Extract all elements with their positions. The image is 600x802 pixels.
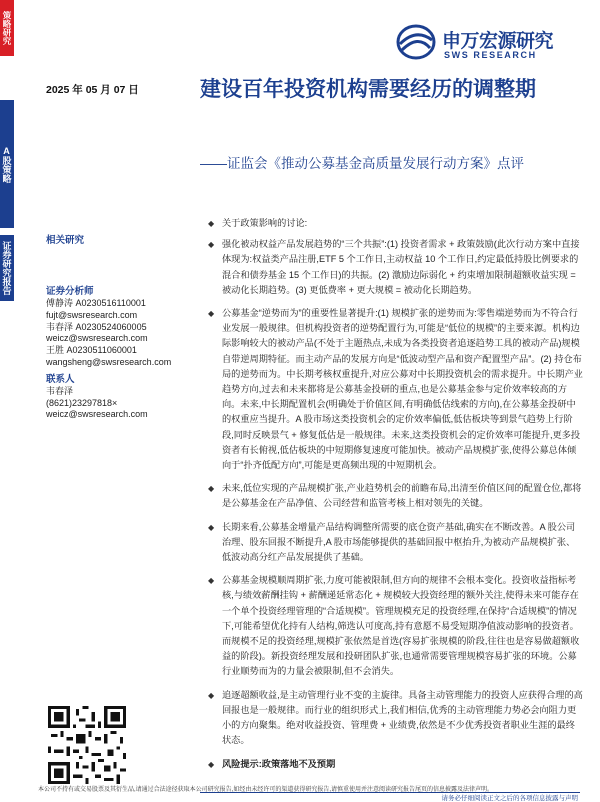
- bullet-icon: ◆: [208, 219, 215, 228]
- report-title: 建设百年投资机构需要经历的调整期: [200, 78, 536, 101]
- contact-name: 韦春泽: [46, 385, 74, 396]
- report-subtitle: ——证监会《推动公募基金高质量发展行动方案》点评: [200, 156, 524, 171]
- related-research-heading: 相关研究: [46, 235, 85, 246]
- bullet-icon: ◆: [208, 240, 215, 250]
- body-paragraph: ◆ 强化被动权益产品发展趋势的“三个共振”:(1) 投资者需求 + 政策鼓励(此次行动方案中直接体现为:权益类产品注册,ETF 5 个工作日,主动权益 10 个工作日,约定最低持股比例要求的混合和债券基金 15 个工作日)的共振。(2) 激励边际弱化 + 约束增加限制超额收益实现 = 被动化长期趋势。(3) 更低费率 + 更大规模 = 被动化长期趋势。: [208, 239, 580, 295]
- bullet-icon: ◆: [208, 522, 215, 532]
- qr-caption: 本公司不持有或交易股票及其衍生品,请通过合法途径获取本公司研究报告,如经由未经许可的渠道获得研究报告,请慎重使用并注意阅读研究报告尾页的信息披露及法律声明。: [38, 787, 494, 793]
- brand-logo: [396, 18, 578, 70]
- sidebar-tag-a-share: A股策略: [0, 100, 14, 228]
- qr-code-icon: [48, 706, 126, 784]
- brand-name-cn: 申万宏源研究: [442, 31, 554, 52]
- body-paragraph: ◆ 追逐超额收益,是主动管理行业不变的主旋律。具备主动管理能力的投资人应获得合理的高回报也是一般规律。而行业的组织形式上,我们相信,优秀的主动管理能力势必会向阻力更小的方向聚集。绝对收益投资、管理费 + 业绩费,依然是不少优秀投资者职业生涯的最终状态。: [208, 689, 583, 746]
- brand-name-en: SWS RESEARCH: [444, 50, 537, 60]
- footer-disclaimer: 请务必仔细阅读正文之后的各项信息披露与声明: [441, 795, 578, 802]
- analyst-email[interactable]: fujt@swsresearch.com: [46, 309, 138, 320]
- body-paragraph: ◆ 关于政策影响的讨论:: [206, 216, 584, 231]
- body-paragraph: ◆ 未来,低位实现的产品规模扩张,产业趋势机会的前瞻布局,出清至价值区间的配置仓位,都将是公募基金在产品净值、公司经营和监管考核上相对领先的关键。: [208, 483, 582, 509]
- body-paragraph: ◆ 公募基金规模顺周期扩张,力度可能被限制,但方向的规律不会根本变化。投资收益指标考核,与绩效薪酬挂钩 + 薪酬递延常态化 + 规模较大投资经理的额外关注,使得未来可能存在一个单个投资经理管理的“合适规模”。管理规模充足的投资经理,在保持“合适规模”的情况下,可能希望优化持有人结构,筛选认可度高,持有意愿不易受短期净值波动影响的投资者。而规模不足的投资经理,规模扩张依然是首选(容易扩张规模的阶段,往往也是容易做超额收益的阶段)。新投资经理发展和投研团队扩张,也通常需要管理规模容易扩张的环境。公募行业顺势而为的力量会被限制,但不会消失。: [208, 575, 580, 677]
- analyst-line: 王胜 A0230511060001: [46, 345, 137, 356]
- bullet-icon: ◆: [208, 690, 215, 700]
- contact-heading: 联系人: [46, 373, 75, 385]
- bullet-icon: ◆: [208, 576, 215, 586]
- bullet-icon: ◆: [208, 759, 215, 769]
- report-body: [206, 216, 584, 780]
- body-paragraph: ◆ 公募基金“逆势而为”的重要性显著提升:(1) 规模扩张的逆势而为:零售端逆势而为不符合行业发展一般规律。但机构投资者的逆势配置行为,可能是“低位的规模”的主要来源。机构边际影响较大的被动产品(不处于主题热点,未成为各类投资者追逐趋势工具的被动产品)规模自带逆周期特征。而主动产品的发展方向是“低波动型产品和资产配置型产品”。(2) 持仓布局的逆势而为。中长期考核权重提升,对应公募对中长期投资机会的需求提升。中长期产业趋势方向,过去和未来都将是公募基金投研的重点,也是公募基金参与定价效率较高的方向。未来,中长期配置机会(明确处于价值区间,有明确低估线索的方向),在公募基金投研中的权重应当提升。A 股市场这类投资机会的定价效率偏低,低估板块等到景气趋势上行阶段,同时反映景气 + 修复低估是一般规律。未来,这类投资机会的定价效率可能提升,更多投资者有长俯视,低估板块的中短期修复速度可能加快。被动产品规模扩张,使得公募总体倾向于“扑齐低配方向”,可能是更高频出现的中短期机会。: [208, 308, 583, 471]
- analyst-line: 傅静涛 A0230516110001: [46, 298, 146, 308]
- brand-mark-icon: [396, 24, 436, 60]
- bullet-icon: ◆: [208, 484, 215, 494]
- report-date: 2025 年 05 月 07 日: [46, 84, 139, 96]
- sidebar-tag-report-type: 证券研究报告: [0, 235, 14, 301]
- contact-email[interactable]: weicz@swsresearch.com: [46, 409, 148, 420]
- risk-warning: ◆ 风险提示:政策落地不及预期: [206, 757, 584, 772]
- analyst-heading: 证券分析师: [46, 286, 94, 297]
- body-paragraph: ◆ 长期来看,公募基金增量产品结构调整所需要的底仓资产基础,确实在不断改善。A 股公司治理、股东回报不断提升,A 股市场能够提供的基础回报中枢抬升,为被动产品规模扩张、低波动高分红产品发展提供了基础。: [208, 521, 576, 563]
- analyst-line: 韦春泽 A0230524060005: [46, 321, 147, 332]
- side-panel: [46, 232, 196, 421]
- analyst-email[interactable]: weicz@swsresearch.com: [46, 333, 148, 344]
- bullet-icon: ◆: [208, 309, 215, 319]
- sidebar-tag-strategy: 策略研究: [0, 0, 14, 56]
- analyst-email[interactable]: wangsheng@swsresearch.com: [46, 356, 172, 367]
- contact-phone: (8621)23297818×: [46, 397, 118, 408]
